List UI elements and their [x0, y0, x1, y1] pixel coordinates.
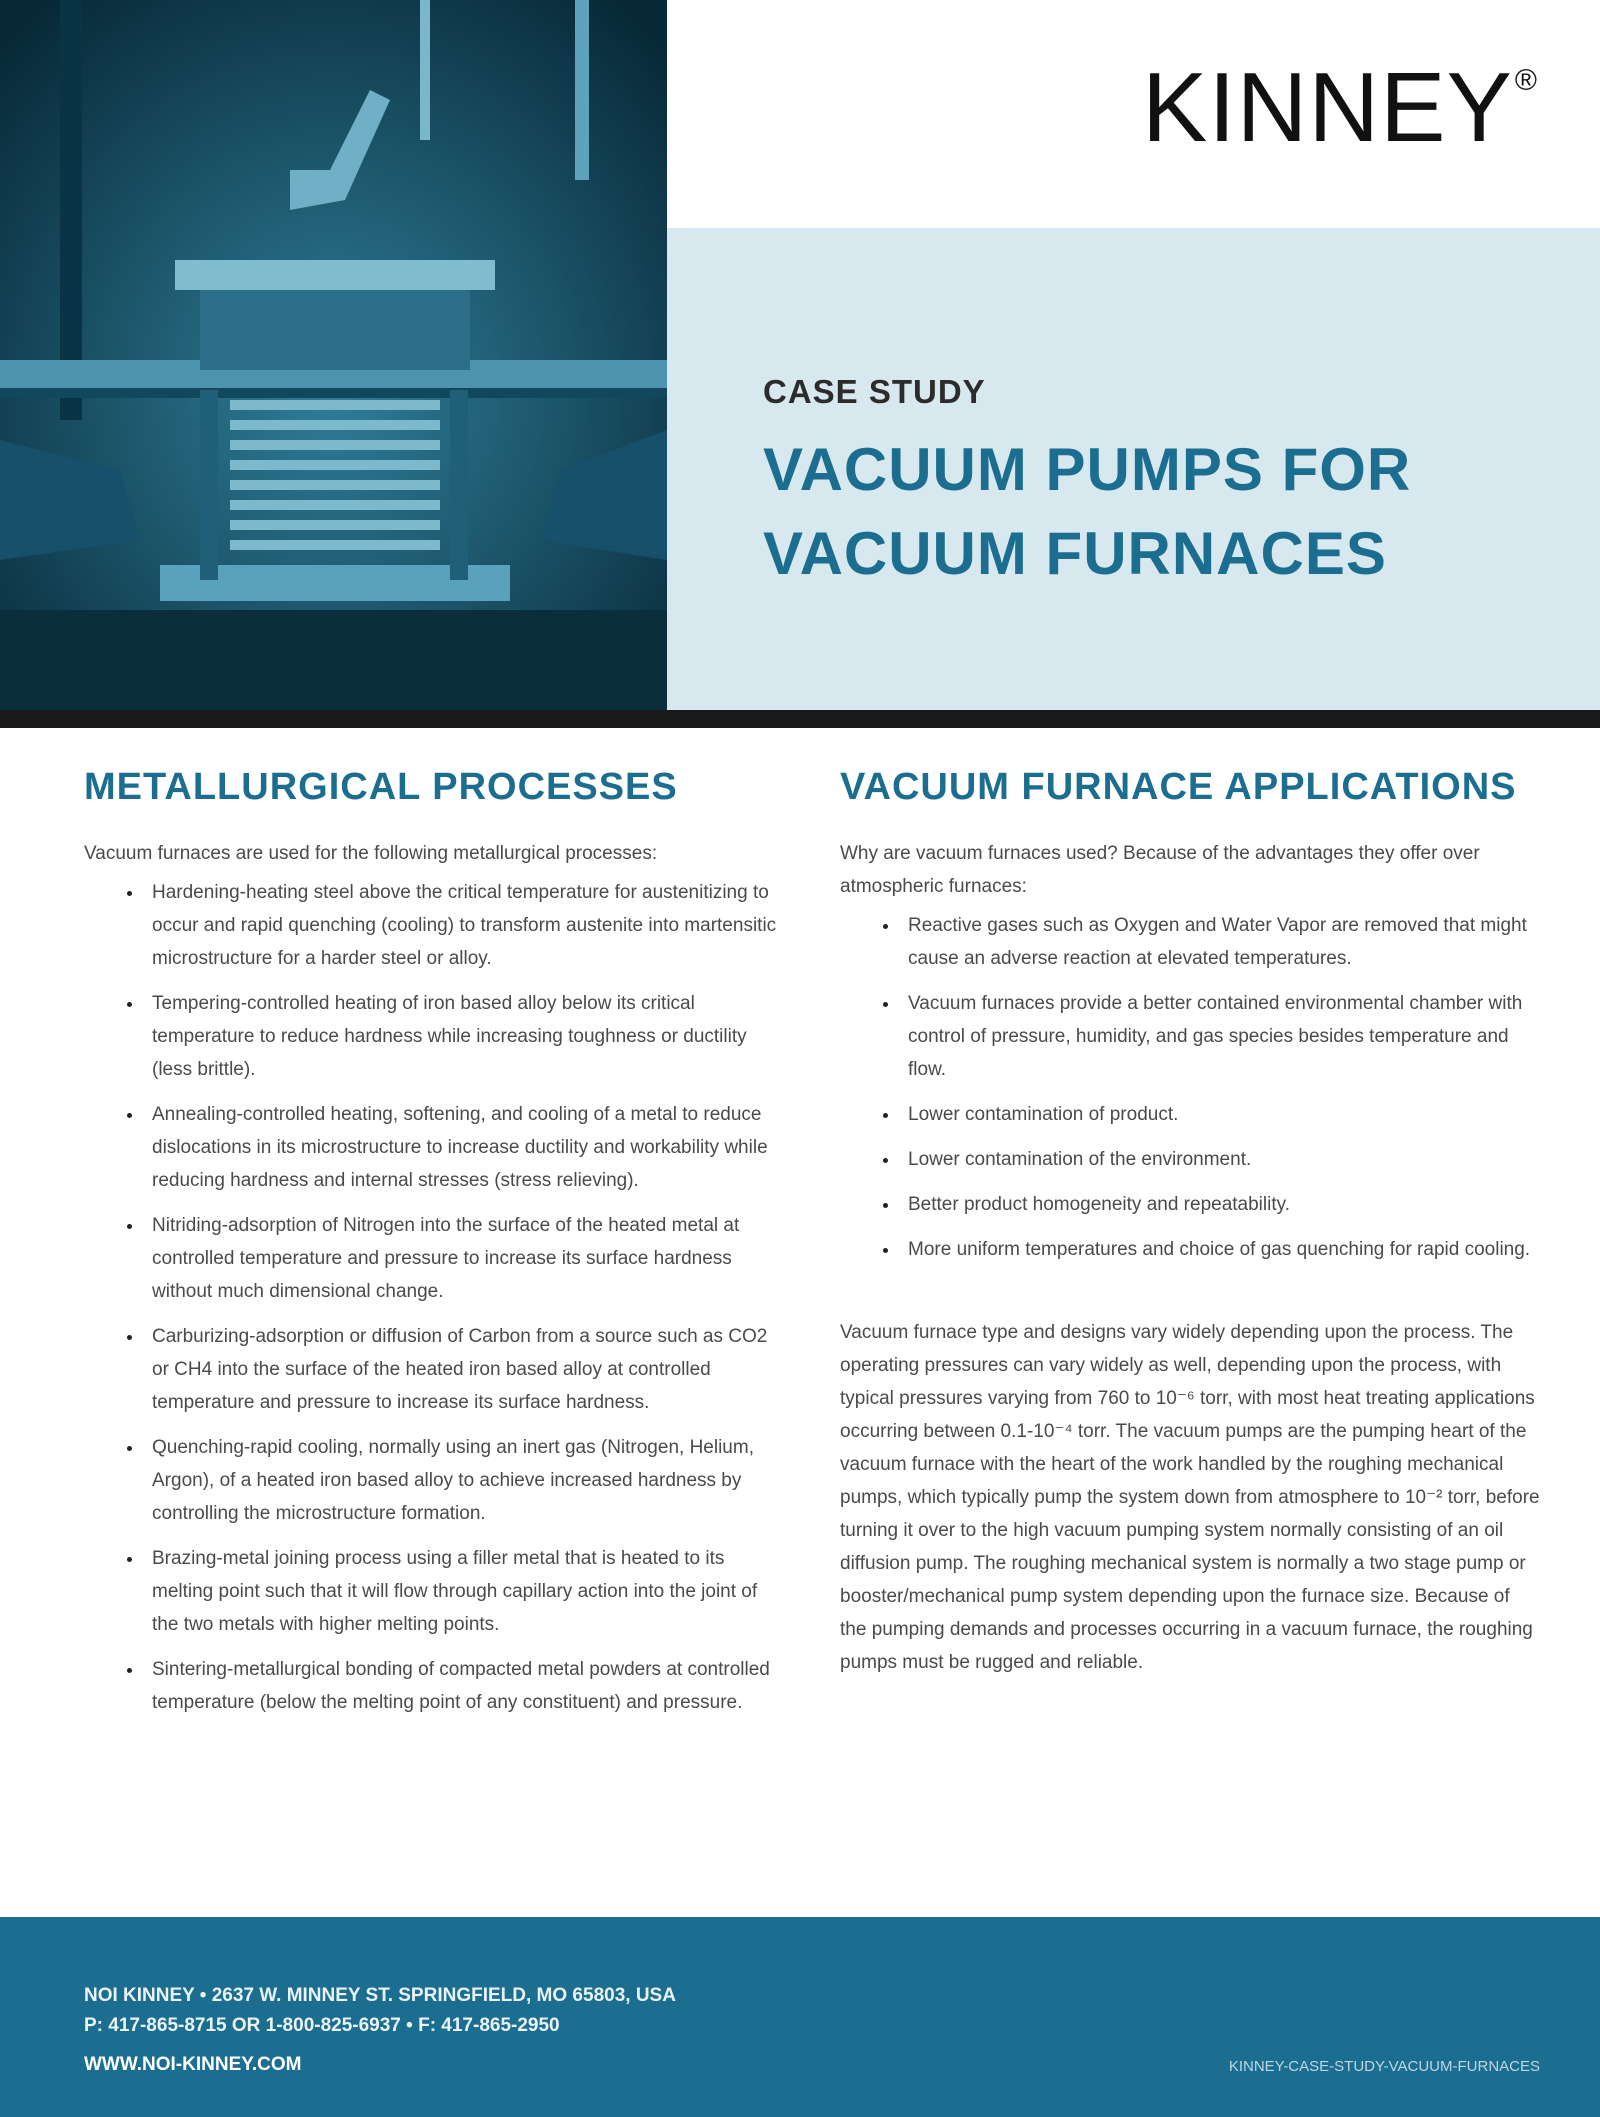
website-link[interactable]: WWW.NOI-KINNEY.COM [84, 2054, 302, 2075]
section-heading: METALLURGICAL PROCESSES [84, 766, 678, 808]
title-line-1: VACUUM PUMPS FOR [763, 436, 1412, 503]
contact-info [84, 1981, 676, 2041]
list-item: • Annealing-controlled heating, softening, and cooling of a metal to reduce dislocations in its microstructure to increase ductility and workability while reducing hardness and internal stresses (stress relieving). [144, 1098, 784, 1197]
list-item: • Vacuum furnaces provide a better contained environmental chamber with control of pressure, humidity, and gas species besides temperature and flow. [900, 987, 1540, 1086]
header-logo-area [667, 0, 1600, 228]
list-item: • Quenching-rapid cooling, normally using an inert gas (Nitrogen, Helium, Argon), of a heated iron based alloy to achieve increased hardness by controlling the microstructure formation. [144, 1431, 784, 1530]
section-heading: VACUUM FURNACE APPLICATIONS [840, 766, 1517, 808]
kinney-logo: KINNEY® [1142, 52, 1538, 162]
section-intro: Why are vacuum furnaces used? Because of the advantages they offer over atmospheric furnaces: [840, 843, 1480, 897]
list-item: • More uniform temperatures and choice of gas quenching for rapid cooling. [900, 1233, 1540, 1266]
phone-line: P: 417-865-8715 OR 1-800-825-6937 • F: 417-865-2950 [84, 2015, 560, 2036]
address-line: NOI KINNEY • 2637 W. MINNEY ST. SPRINGFIELD, MO 65803, USA [84, 1985, 676, 2006]
list-item: • Hardening-heating steel above the critical temperature for austenitizing to occur and rapid quenching (cooling) to transform austenite into martensitic microstructure for a harder steel or alloy. [144, 876, 784, 975]
list-item: • Lower contamination of the environment. [900, 1143, 1540, 1176]
hero-photo [0, 0, 667, 710]
section-divider [0, 710, 1600, 728]
list-item: • Nitriding-adsorption of Nitrogen into the surface of the heated metal at controlled temperature and pressure to increase its surface hardness without much dimensional change. [144, 1209, 784, 1308]
footer [0, 1917, 1600, 2117]
list-item: • Carburizing-adsorption or diffusion of Carbon from a source such as CO2 or CH4 into the surface of the heated iron based alloy at controlled temperature and pressure to increase its surface hardness. [144, 1320, 784, 1419]
title-line-2: VACUUM FURNACES [763, 520, 1387, 587]
metallurgical-processes-section [84, 765, 784, 1731]
advantages-list [840, 909, 1540, 1266]
list-item: • Reactive gases such as Oxygen and Water Vapor are removed that might cause an adverse reaction at elevated temperatures. [900, 909, 1540, 975]
list-item: • Lower contamination of product. [900, 1098, 1540, 1131]
title-panel [667, 228, 1600, 710]
list-item: • Better product homogeneity and repeatability. [900, 1188, 1540, 1221]
document-type-label: CASE STUDY [763, 373, 986, 410]
vacuum-furnace-applications-section [840, 765, 1540, 1679]
list-item: • Tempering-controlled heating of iron based alloy below its critical temperature to reduce hardness while increasing toughness or ductility (less brittle). [144, 987, 784, 1086]
list-item: • Brazing-metal joining process using a filler metal that is heated to its melting point such that it will flow through capillary action into the joint of the two metals with higher melting points. [144, 1542, 784, 1641]
list-item: • Sintering-metallurgical bonding of compacted metal powders at controlled temperature (below the melting point of any constituent) and pressure. [144, 1653, 784, 1719]
document-title [763, 428, 1523, 596]
vacuum-furnace-image [0, 0, 667, 710]
process-list [84, 876, 784, 1719]
section-intro: Vacuum furnaces are used for the following metallurgical processes: [84, 843, 658, 864]
body-paragraph: Vacuum furnace type and designs vary widely depending upon the process. The operating pressures can vary widely as well, depending upon the process, with typical pressures varying from 760 to 10⁻⁶ torr, with most heat treating applications occurring between 0.1-10⁻⁴ torr. The vacuum pumps are the pumping heart of the vacuum furnace with the heart of the work handled by the roughing mechanical pumps, which typically pump the system down from atmosphere to 10⁻² torr, before turning it over to the high vacuum pumping system normally consisting of an oil diffusion pump. The roughing mechanical system is normally a two stage pump or booster/mechanical pump system depending upon the furnace size. Because of the pumping demands and processes occurring in a vacuum furnace, the roughing pumps must be rugged and reliable. [840, 1322, 1540, 1673]
document-id: KINNEY-CASE-STUDY-VACUUM-FURNACES [1228, 2058, 1540, 2075]
